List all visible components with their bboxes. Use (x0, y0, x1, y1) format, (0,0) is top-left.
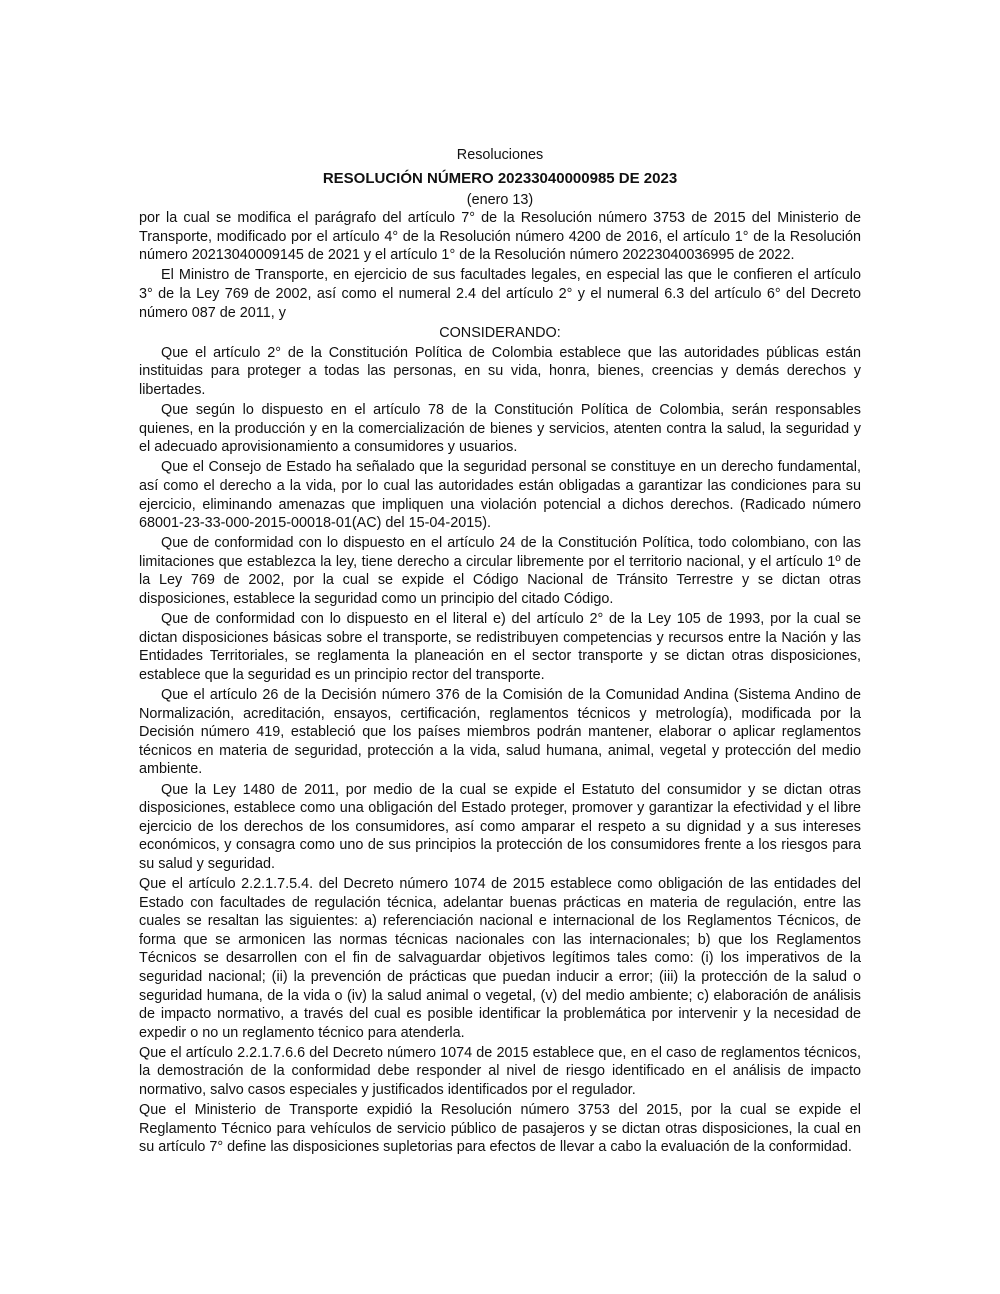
resolution-title: RESOLUCIÓN NÚMERO 20233040000985 DE 2023 (322, 169, 678, 187)
considerando-paragraph-8: Que el artículo 2.2.1.7.5.4. del Decreto número 1074 de 2015 establece como obligación de las entidades del Estado con facultades de regulación técnica, adelantar buenas prácticas en materia de regulación, entre las cuales se resaltan las siguientes: a) referenciación nacional e internacional de los Reglamentos Técnicos, de forma que se armonicen las normas técnicas nacionales con las internacionales; b) que los Reglamentos Técnicos se desarrollen con el fin de salvaguardar objetivos legítimos tales como: (i) los imperativos de la seguridad nacional; (ii) la prevención de prácticas que puedan inducir a error; (iii) la protección de la salud o seguridad humana, de la vida o (iv) la salud animal o vegetal, (v) del medio ambiente; c) elaboración de análisis de impacto normativo, a través del cual es posible identificar la problemática por intervenir y la necesidad de expedir o no un reglamento técnico para atenderla. (139, 875, 861, 1041)
resolution-date: (enero 13) (466, 191, 534, 208)
considerando-paragraph-10: Que el Ministerio de Transporte expidió la Resolución número 3753 del 2015, por la cual se expide el Reglamento Técnico para vehículos de servicio público de pasajeros y se dictan otras disposiciones, la cual en su artículo 7° define las disposiciones supletorias para efectos de llevar a cabo la evaluación de la conformidad. (139, 1102, 861, 1156)
considerando-paragraph-6: Que el artículo 26 de la Decisión número 376 de la Comisión de la Comunidad Andina (Sistema Andino de Normalización, acreditación, ensayos, certificación, reglamentos técnicos y metrología), modificada por la Decisión número 419, estableció que los países miembros podrán mantener, elaborar o aplicar reglamentos técnicos en materia de seguridad, protección a la vida, salud humana, animal, vegetal y protección del medio ambiente. (139, 687, 861, 778)
considerando-paragraph-1: Que el artículo 2° de la Constitución Política de Colombia establece que las autoridades públicas están instituidas para proteger a todas las personas, en su vida, honra, bienes, creencias y demás derechos y libertades. (139, 344, 861, 399)
considerando-paragraph-4: Que de conformidad con lo dispuesto en el artículo 24 de la Constitución Política, todo colombiano, con las limitaciones que establezca la ley, tiene derecho a circular libremente por el territorio nacional, y el artículo 1º de la Ley 769 de 2002, por la cual se expide el Código Nacional de Tránsito Terrestre y se dictan otras disposiciones, establece la seguridad como un principio del citado Código. (139, 535, 861, 608)
resolution-summary: por la cual se modifica el parágrafo del artículo 7° de la Resolución número 3753 de 2015 del Ministerio de Transporte, modificado por el artículo 4° de la Resolución número 4200 de 2016, el artículo 1° de la Resolución número 20213040009145 de 2021 y el artículo 1° de la Resolución número 20223040036995 de 2022. (139, 210, 861, 264)
section-label: Resoluciones (456, 147, 544, 163)
considerando-paragraph-9: Que el artículo 2.2.1.7.6.6 del Decreto número 1074 de 2015 establece que, en el caso de reglamentos técnicos, la demostración de la conformidad debe responder al nivel de riesgo identificado en el análisis de impacto normativo, salvo casos especiales y justificados identificados por el regulador. (139, 1044, 861, 1098)
considerando-paragraph-5: Que de conformidad con lo dispuesto en el literal e) del artículo 2° de la Ley 105 de 1993, por la cual se dictan disposiciones básicas sobre el transporte, se redistribuyen competencias y recursos entre la Nación y las Entidades Territoriales, se reglamenta la planeación en el sector transporte y se dictan otras disposiciones, establece que la seguridad es un principio rector del transporte. (139, 611, 861, 683)
considerando-paragraph-7: Que la Ley 1480 de 2011, por medio de la cual se expide el Estatuto del consumidor y se dictan otras disposiciones, establece como una obligación del Estado proteger, promover y garantizar la efectividad y el libre ejercicio de los derechos de los consumidores, así como amparar el respeto a su dignidad y a sus intereses económicos, y consagra como uno de sus principios la protección de los consumidores frente a los riesgos para su salud y seguridad. (139, 781, 861, 872)
considerando-heading: CONSIDERANDO: (439, 324, 561, 341)
preamble-paragraph: El Ministro de Transporte, en ejercicio de sus facultades legales, en especial las que le confieren el artículo 3° de la Ley 769 de 2002, así como el numeral 2.4 del artículo 2° y el numeral 6.3 del artículo 6° del Decreto número 087 de 2011, y (139, 267, 861, 321)
document-page (139, 146, 861, 1158)
considerando-paragraph-3: Que el Consejo de Estado ha señalado que la seguridad personal se constituye en un derecho fundamental, así como el derecho a la vida, por lo cual las autoridades están obligadas a garantizar las condiciones para su ejercicio, eliminando amenazas que impliquen una violación potencial a dichos derechos. (Radicado número 68001-23-33-000-2015-00018-01(AC) del 15-04-2015). (139, 459, 861, 532)
considerando-paragraph-2: Que según lo dispuesto en el artículo 78 de la Constitución Política de Colombia, serán responsables quienes, en la producción y en la comercialización de bienes y servicios, atenten contra la salud, la seguridad y el adecuado aprovisionamiento a consumidores y usuarios. (139, 402, 861, 456)
